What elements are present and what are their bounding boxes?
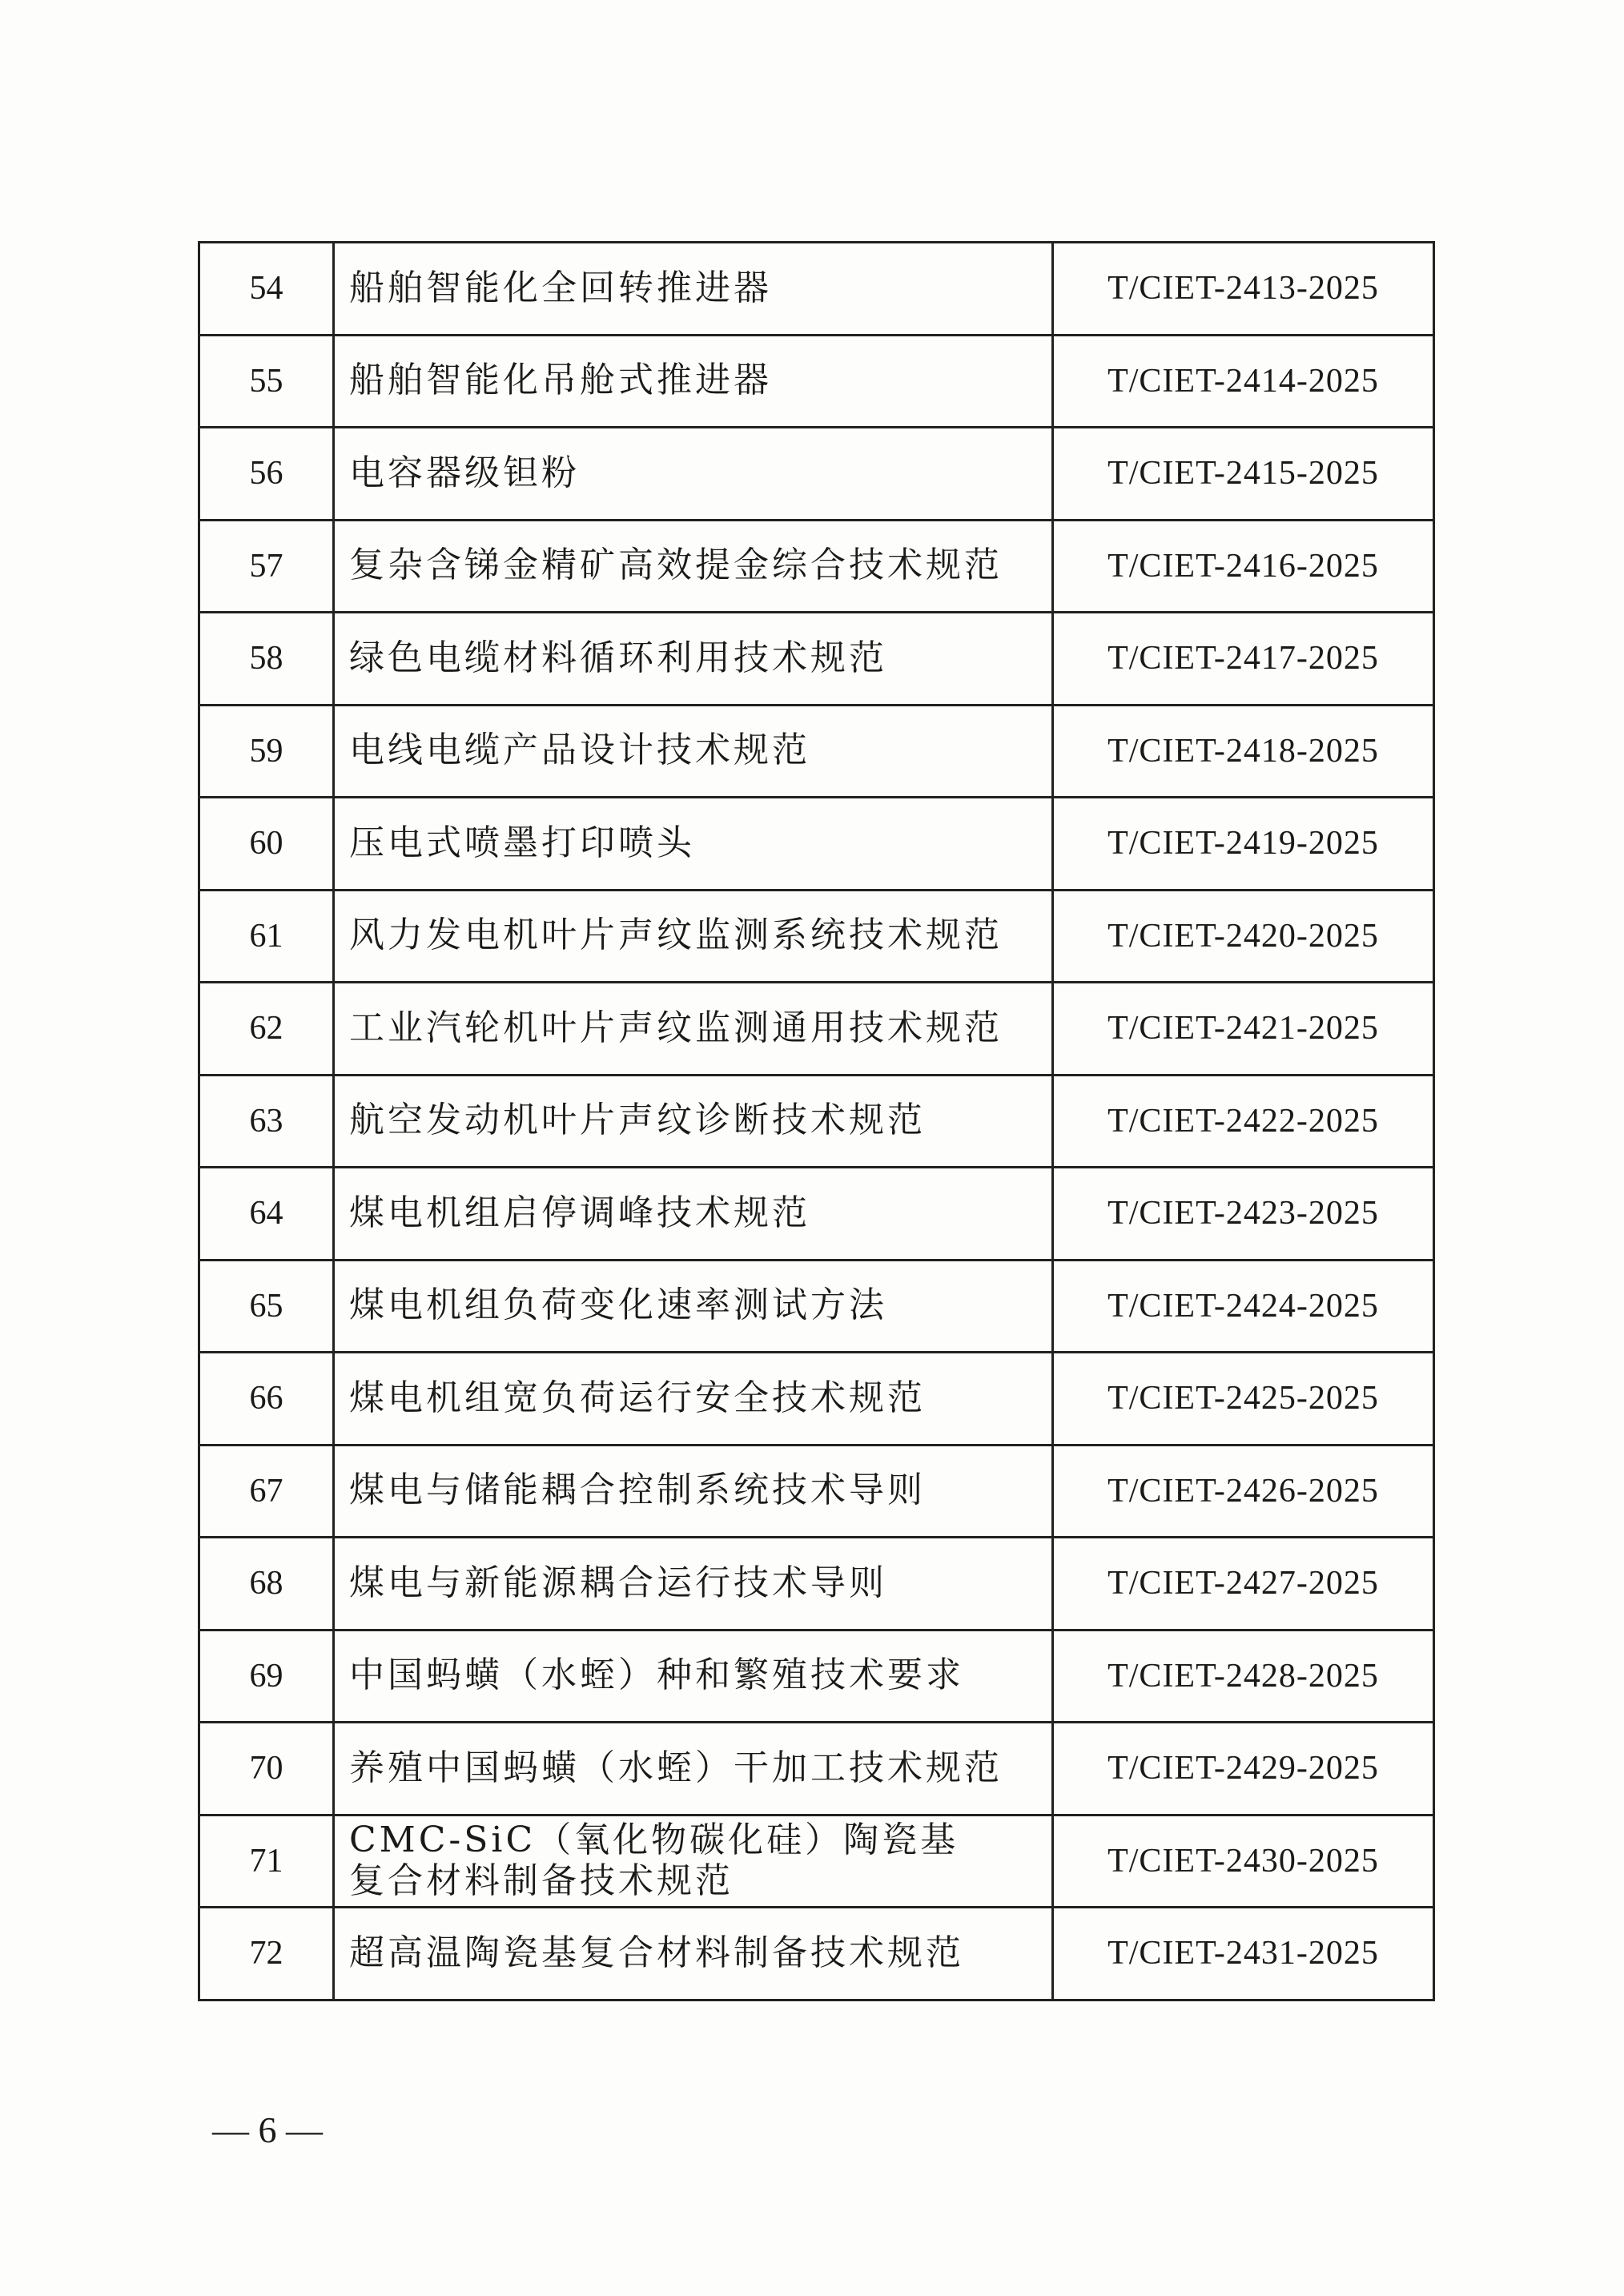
- row-number: 55: [199, 335, 334, 428]
- standard-code: T/CIET-2422-2025: [1053, 1075, 1434, 1168]
- table-row: [199, 1445, 1434, 1538]
- row-number: 60: [199, 798, 334, 891]
- standard-code: T/CIET-2429-2025: [1053, 1723, 1434, 1815]
- row-number: 68: [199, 1538, 334, 1631]
- table-row: [199, 520, 1434, 613]
- standard-name: 煤电与储能耦合控制系统技术导则: [334, 1445, 1053, 1538]
- standard-code: T/CIET-2421-2025: [1053, 983, 1434, 1076]
- standards-table-body: [199, 243, 1434, 2000]
- table-row: [199, 1723, 1434, 1815]
- row-number: 67: [199, 1445, 334, 1538]
- table-row: [199, 335, 1434, 428]
- standard-code: T/CIET-2424-2025: [1053, 1260, 1434, 1353]
- standard-name: CMC-SiC（氧化物碳化硅）陶瓷基复合材料制备技术规范: [334, 1815, 1053, 1908]
- row-number: 64: [199, 1168, 334, 1261]
- standard-name: 中国蚂蟥（水蛭）种和繁殖技术要求: [334, 1630, 1053, 1723]
- table-row: [199, 1630, 1434, 1723]
- standard-name: 绿色电缆材料循环利用技术规范: [334, 613, 1053, 706]
- row-number: 57: [199, 520, 334, 613]
- row-number: 54: [199, 243, 334, 336]
- standard-name: 超高温陶瓷基复合材料制备技术规范: [334, 1908, 1053, 2000]
- table-row: [199, 613, 1434, 706]
- standard-name: 煤电与新能源耦合运行技术导则: [334, 1538, 1053, 1631]
- table-row: [199, 1260, 1434, 1353]
- standard-name: 复杂含锑金精矿高效提金综合技术规范: [334, 520, 1053, 613]
- table-row: [199, 1908, 1434, 2000]
- standard-name: 航空发动机叶片声纹诊断技术规范: [334, 1075, 1053, 1168]
- standard-code: T/CIET-2416-2025: [1053, 520, 1434, 613]
- row-number: 71: [199, 1815, 334, 1908]
- standard-code: T/CIET-2419-2025: [1053, 798, 1434, 891]
- standard-name: 船舶智能化全回转推进器: [334, 243, 1053, 336]
- table-row: [199, 1168, 1434, 1261]
- row-number: 56: [199, 428, 334, 521]
- page-number: — 6 —: [212, 2109, 323, 2150]
- standard-code: T/CIET-2426-2025: [1053, 1445, 1434, 1538]
- row-number: 63: [199, 1075, 334, 1168]
- row-number: 62: [199, 983, 334, 1076]
- standard-name: 电线电缆产品设计技术规范: [334, 705, 1053, 798]
- table-row: [199, 1815, 1434, 1908]
- table-row: [199, 705, 1434, 798]
- standard-name: 煤电机组启停调峰技术规范: [334, 1168, 1053, 1261]
- standard-code: T/CIET-2417-2025: [1053, 613, 1434, 706]
- row-number: 59: [199, 705, 334, 798]
- row-number: 61: [199, 890, 334, 983]
- standard-name: 压电式喷墨打印喷头: [334, 798, 1053, 891]
- standard-name: 工业汽轮机叶片声纹监测通用技术规范: [334, 983, 1053, 1076]
- table-row: [199, 983, 1434, 1076]
- standard-name: 风力发电机叶片声纹监测系统技术规范: [334, 890, 1053, 983]
- standard-code: T/CIET-2428-2025: [1053, 1630, 1434, 1723]
- table-row: [199, 890, 1434, 983]
- table-row: [199, 1353, 1434, 1446]
- row-number: 65: [199, 1260, 334, 1353]
- standard-code: T/CIET-2413-2025: [1053, 243, 1434, 336]
- standard-code: T/CIET-2423-2025: [1053, 1168, 1434, 1261]
- standard-code: T/CIET-2414-2025: [1053, 335, 1434, 428]
- standard-name: 煤电机组宽负荷运行安全技术规范: [334, 1353, 1053, 1446]
- row-number: 69: [199, 1630, 334, 1723]
- standard-code: T/CIET-2418-2025: [1053, 705, 1434, 798]
- table-row: [199, 1538, 1434, 1631]
- row-number: 66: [199, 1353, 334, 1446]
- standards-table: [198, 241, 1435, 2001]
- standard-code: T/CIET-2425-2025: [1053, 1353, 1434, 1446]
- standard-code: T/CIET-2427-2025: [1053, 1538, 1434, 1631]
- table-row: [199, 798, 1434, 891]
- standard-code: T/CIET-2415-2025: [1053, 428, 1434, 521]
- standard-name: 煤电机组负荷变化速率测试方法: [334, 1260, 1053, 1353]
- row-number: 70: [199, 1723, 334, 1815]
- table-row: [199, 243, 1434, 336]
- row-number: 58: [199, 613, 334, 706]
- standard-code: T/CIET-2431-2025: [1053, 1908, 1434, 2000]
- table-row: [199, 428, 1434, 521]
- standard-code: T/CIET-2420-2025: [1053, 890, 1434, 983]
- standard-code: T/CIET-2430-2025: [1053, 1815, 1434, 1908]
- standard-name: 船舶智能化吊舱式推进器: [334, 335, 1053, 428]
- standard-name: 养殖中国蚂蟥（水蛭）干加工技术规范: [334, 1723, 1053, 1815]
- standard-name: 电容器级钽粉: [334, 428, 1053, 521]
- table-row: [199, 1075, 1434, 1168]
- row-number: 72: [199, 1908, 334, 2000]
